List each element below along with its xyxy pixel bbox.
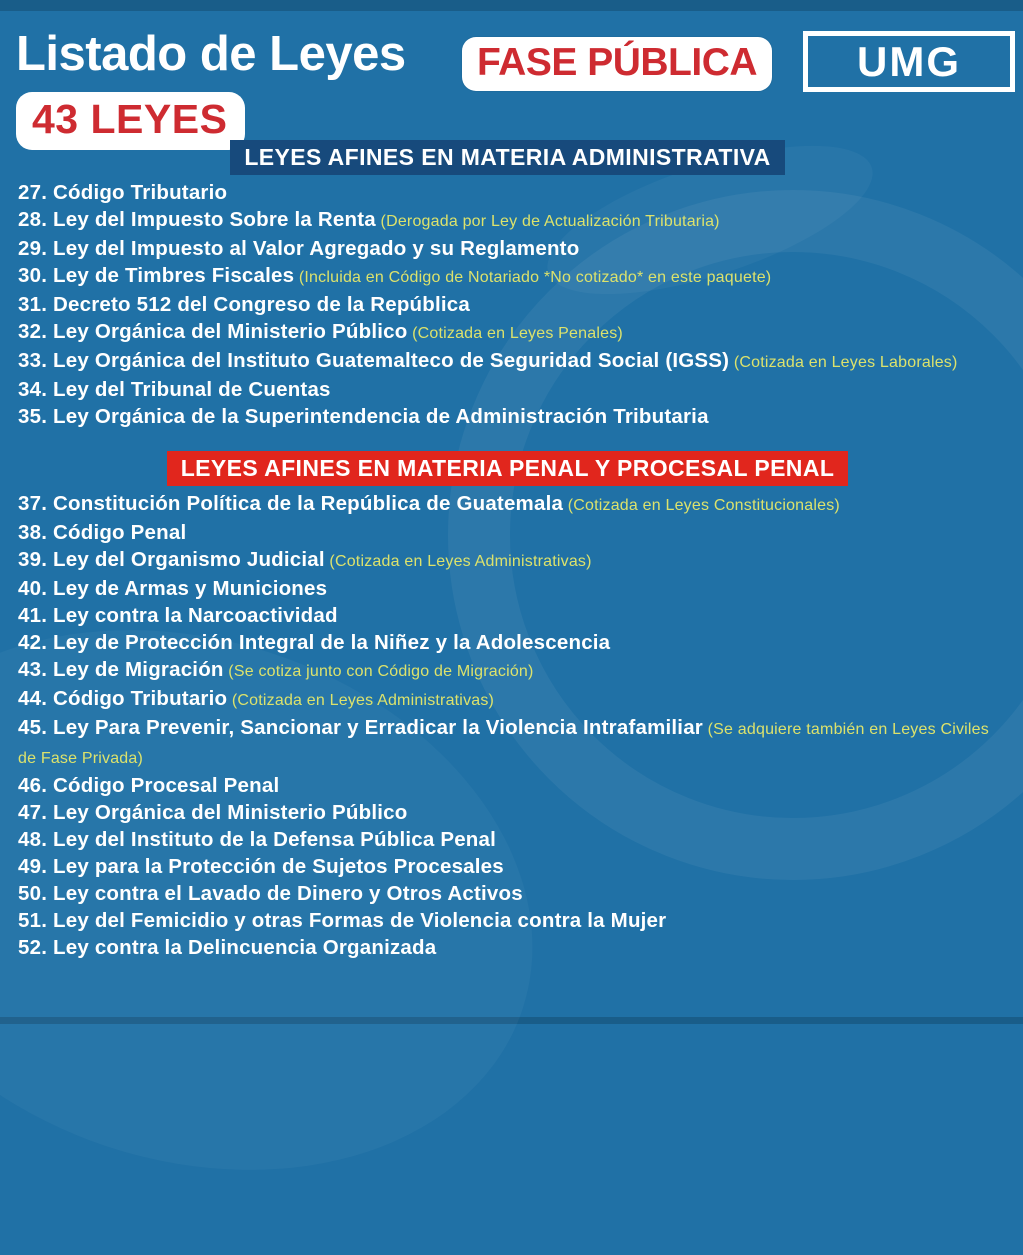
list-item [18,602,997,629]
law-title: 48. Ley del Instituto de la Defensa Pública Penal [18,828,497,851]
law-title: 47. Ley Orgánica del Ministerio Público [18,801,408,824]
law-title: 31. Decreto 512 del Congreso de la República [18,293,470,316]
list-item [18,826,997,853]
section-header: LEYES AFINES EN MATERIA ADMINISTRATIVA [230,140,784,175]
law-count-badge: 43 LEYES [16,92,245,150]
law-note: (Incluida en Código de Notariado *No cotizado* en este paquete) [294,269,772,286]
law-title: 39. Ley del Organismo Judicial [18,548,325,571]
list-item [18,347,997,376]
law-note: (Derogada por Ley de Actualización Tributaria) [375,213,720,230]
law-title: 32. Ley Orgánica del Ministerio Público [18,320,408,343]
list-item [18,206,997,235]
umg-logo: UMG [803,31,1015,92]
list-item [18,291,997,318]
law-title: 29. Ley del Impuesto al Valor Agregado y su Reglamento [18,237,580,260]
law-title: 30. Ley de Timbres Fiscales [18,264,295,287]
list-item [18,262,997,291]
list-item [18,714,997,772]
law-title: 35. Ley Orgánica de la Superintendencia de Administración Tributaria [18,405,709,428]
list-item [18,546,997,575]
list-item [18,235,997,262]
bottom-edge-strip [0,1017,1023,1024]
law-list [18,490,997,961]
law-title: 40. Ley de Armas y Municiones [18,577,328,600]
law-title: 51. Ley del Femicidio y otras Formas de Violencia contra la Mujer [18,909,667,932]
list-item [18,685,997,714]
list-item [18,376,997,403]
list-item [18,179,997,206]
law-title: 49. Ley para la Protección de Sujetos Procesales [18,855,504,878]
law-sections [18,140,997,961]
header [0,0,1023,160]
law-title: 28. Ley del Impuesto Sobre la Renta [18,208,376,231]
law-note: (Cotizada en Leyes Administrativas) [324,553,592,570]
law-title: 42. Ley de Protección Integral de la Niñez y la Adolescencia [18,631,611,654]
law-title: 45. Ley Para Prevenir, Sancionar y Erradicar la Violencia Intrafamiliar [18,716,703,739]
list-item [18,403,997,430]
list-item [18,490,997,519]
law-note: (Se cotiza junto con Código de Migración) [223,663,534,680]
law-note: (Cotizada en Leyes Administrativas) [227,692,495,709]
list-item [18,519,997,546]
section-header: LEYES AFINES EN MATERIA PENAL Y PROCESAL PENAL [167,451,849,486]
list-item [18,853,997,880]
list-item [18,629,997,656]
law-title: 33. Ley Orgánica del Instituto Guatemalteco de Seguridad Social (IGSS) [18,349,730,372]
law-title: 27. Código Tributario [18,181,228,204]
list-item [18,934,997,961]
list-item [18,799,997,826]
law-title: 34. Ley del Tribunal de Cuentas [18,378,331,401]
section-header-wrap [18,140,997,175]
law-note: (Cotizada en Leyes Constitucionales) [563,497,840,514]
list-item [18,575,997,602]
section-header-wrap [18,451,997,486]
list-item [18,772,997,799]
law-title: 38. Código Penal [18,521,187,544]
law-note: (Cotizada en Leyes Laborales) [729,354,958,371]
phase-badge: FASE PÚBLICA [462,37,772,91]
list-item [18,656,997,685]
list-item [18,880,997,907]
law-title: 43. Ley de Migración [18,658,224,681]
law-title: 52. Ley contra la Delincuencia Organizada [18,936,437,959]
law-title: 46. Código Procesal Penal [18,774,280,797]
law-list [18,179,997,430]
list-item [18,907,997,934]
law-title: 44. Código Tributario [18,687,228,710]
page-title: Listado de Leyes [16,27,406,81]
law-note: (Cotizada en Leyes Penales) [407,325,623,342]
law-note: (Se adquiere también en Leyes Civiles de Fase Privada) [18,721,989,767]
law-title: 41. Ley contra la Narcoactividad [18,604,338,627]
law-title: 37. Constitución Política de la República de Guatemala [18,492,564,515]
law-title: 50. Ley contra el Lavado de Dinero y Otros Activos [18,882,523,905]
list-item [18,318,997,347]
